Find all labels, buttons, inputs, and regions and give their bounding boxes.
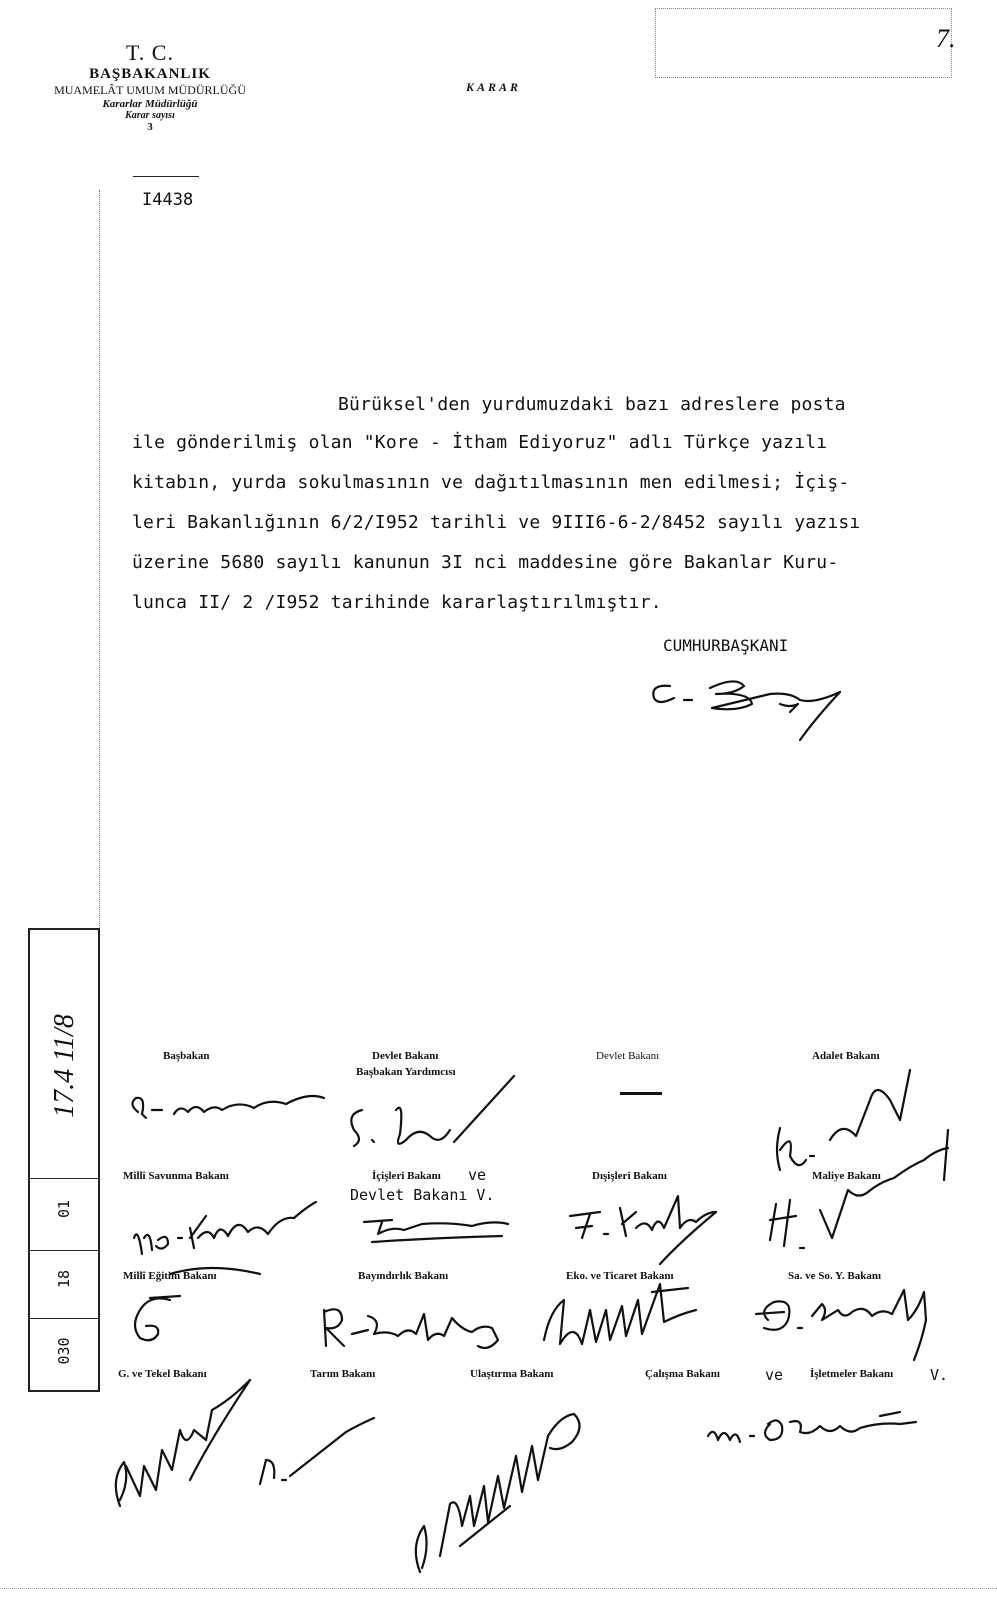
label-gumruk-tekel: G. ve Tekel Bakanı: [118, 1368, 207, 1380]
signature-tarim: [250, 1400, 390, 1500]
label-devlet-bakani-v: Devlet Bakanı V.: [350, 1186, 495, 1204]
corner-mark: 7.: [936, 24, 956, 53]
label-basbakan: Başbakan: [163, 1050, 210, 1062]
label-calisma: Çalışma Bakanı: [645, 1368, 720, 1380]
signature-saglik: [748, 1280, 948, 1370]
header-rule: [133, 176, 199, 177]
tc-heading: T. C.: [126, 40, 174, 65]
label-vekili: V.: [930, 1366, 949, 1384]
signature-basbakan: [118, 1074, 338, 1134]
signature-milli-savunma: [128, 1176, 328, 1266]
label-saglik: Sa. ve So. Y. Bakanı: [788, 1270, 882, 1282]
blank-rule: [620, 1092, 662, 1095]
label-devlet-bakani-2: Devlet Bakanı: [596, 1050, 660, 1062]
corner-box: [655, 8, 952, 78]
body-line-2: ile gönderilmiş olan "Kore - İtham Ediyoruz" adlı Türkçe yazılı: [132, 432, 828, 453]
signature-bayindirlik: [312, 1290, 532, 1360]
label-ve-1: ve: [468, 1166, 487, 1184]
registry-stamp: [28, 928, 100, 1392]
signature-maliye: [760, 1120, 960, 1270]
document-number: I4438: [142, 190, 194, 210]
label-ulastirma: Ulaştırma Bakanı: [470, 1368, 554, 1380]
decision-label-number: 3: [147, 121, 153, 133]
label-milli-egitim: Millî Eğitim Bakanı: [123, 1270, 217, 1282]
signature-ekonomi-ticaret: [530, 1270, 710, 1360]
label-tarim: Tarım Bakanı: [310, 1368, 376, 1380]
label-maliye: Maliye Bakanı: [812, 1170, 881, 1182]
stamp-code-3: 01: [55, 1199, 73, 1219]
office-heading: Kararlar Müdürlüğü: [102, 98, 198, 110]
president-signature: [640, 664, 870, 744]
signature-icisleri: [352, 1196, 522, 1246]
body-line-4: leri Bakanlığının 6/2/I952 tarihli ve 9III6-6-2/8452 sayılı yazısı: [132, 512, 861, 533]
signature-disisleri: [560, 1176, 730, 1266]
decision-label: Karar sayısı: [125, 110, 175, 121]
body-line-1: Bürüksel'den yurdumuzdaki bazı adreslere posta: [338, 394, 846, 415]
label-isletmeler: İşletmeler Bakanı: [810, 1368, 894, 1380]
label-bayindirlik: Bayındırlık Bakanı: [358, 1270, 449, 1282]
president-title: CUMHURBAŞKANI: [663, 636, 789, 655]
stamp-code-2: 18: [55, 1269, 73, 1289]
signature-ulastirma: [400, 1396, 600, 1586]
signature-isletmeler: [700, 1396, 930, 1456]
label-basbakan-yardimcisi: Başbakan Yardımcısı: [356, 1066, 456, 1078]
signature-milli-egitim: [110, 1254, 290, 1364]
label-disisleri: Dışişleri Bakanı: [592, 1170, 667, 1182]
stamp-handwritten-number: 17.4 11/8: [49, 1014, 80, 1118]
directorate-heading: MUAMELÂT UMUM MÜDÜRLÜĞÜ: [54, 83, 246, 97]
label-devlet-bakani-1: Devlet Bakanı: [372, 1050, 439, 1062]
letterhead: [30, 40, 270, 133]
body-line-5: üzerine 5680 sayılı kanunun 3I nci maddesine göre Bakanlar Kuru-: [132, 552, 839, 573]
ministry-heading: BAŞBAKANLIK: [89, 66, 211, 82]
page-bottom-edge: [0, 1588, 997, 1590]
stamp-code-1: 030: [55, 1337, 73, 1365]
document-title: KARAR: [466, 80, 522, 94]
label-adalet-bakani: Adalet Bakanı: [812, 1050, 880, 1062]
label-milli-savunma: Millî Savunma Bakanı: [123, 1170, 229, 1182]
body-line-6: lunca II/ 2 /I952 tarihinde kararlaştırılmıştır.: [132, 592, 662, 613]
body-line-3: kitabın, yurda sokulmasının ve dağıtılmasının men edilmesi; İçiş-: [132, 472, 850, 493]
label-icisleri: İçişleri Bakanı: [372, 1170, 441, 1182]
label-ve-2: ve: [765, 1366, 784, 1384]
label-ekonomi-ticaret: Eko. ve Ticaret Bakanı: [566, 1270, 674, 1282]
signature-devlet-bakani: [334, 1070, 524, 1160]
